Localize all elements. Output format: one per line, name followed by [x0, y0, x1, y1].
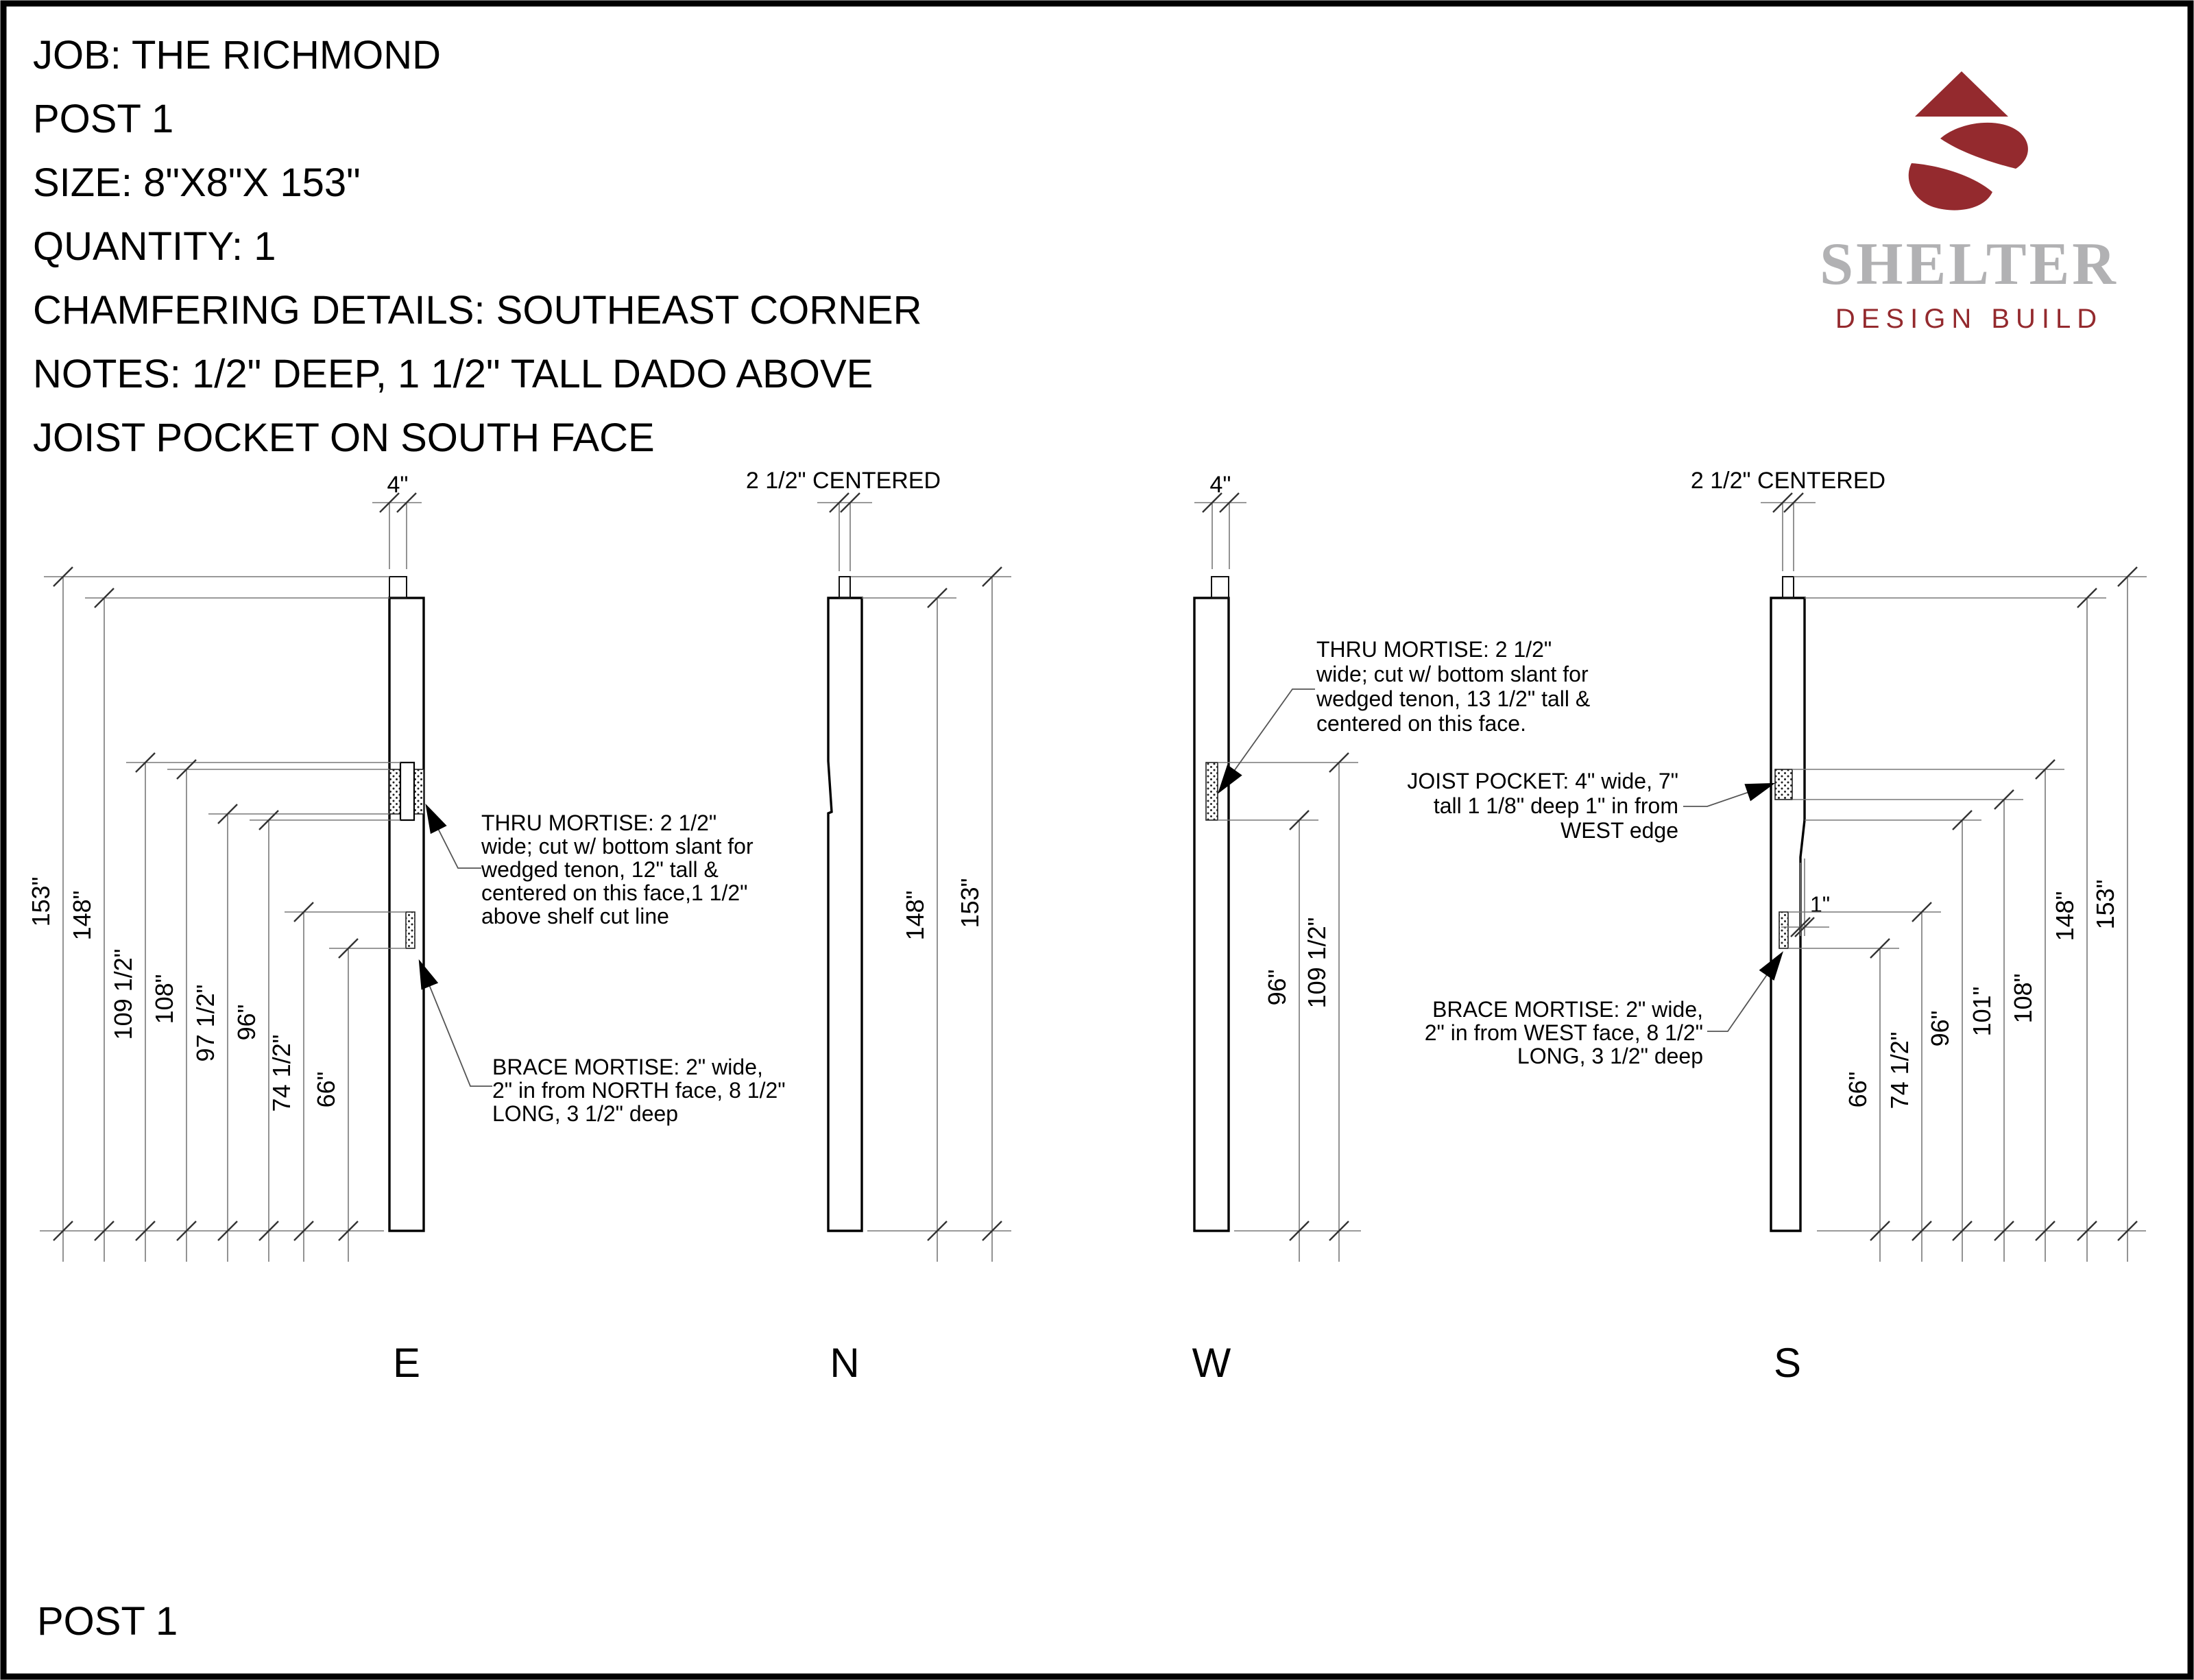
logo-roof-icon [1915, 71, 2008, 117]
north-tenon-dim [746, 468, 941, 571]
dim-label: 66" [1844, 1071, 1872, 1108]
logo-s-lower-icon [1909, 163, 1992, 211]
title-line: NOTES: 1/2" DEEP, 1 1/2" TALL DADO ABOVE [33, 352, 873, 396]
dim-label: 74 1/2" [1885, 1031, 1914, 1109]
north-post-outline [828, 598, 862, 1231]
note-line: 2" in from WEST face, 8 1/2" [1424, 1020, 1703, 1045]
south-joist-pocket-hatch [1775, 769, 1792, 800]
note-line: JOIST POCKET: 4" wide, 7" [1407, 769, 1678, 793]
company-logo [1820, 71, 2119, 334]
footer-post-label: POST 1 [37, 1599, 178, 1644]
note-line: centered on this face,1 1/2" [481, 880, 748, 905]
dim-label: 109 1/2" [109, 948, 137, 1040]
north-view-label: N [830, 1340, 860, 1386]
title-line: JOB: THE RICHMOND [33, 33, 442, 77]
north-dim-lines [851, 567, 1011, 1262]
west-post-outline [1194, 598, 1229, 1231]
title-line: JOIST POCKET ON SOUTH FACE [33, 416, 655, 460]
west-tenon-dim [1194, 472, 1246, 569]
view-south [1407, 468, 2147, 1386]
dim-label: 108" [150, 974, 178, 1024]
note-line: THRU MORTISE: 2 1/2" [481, 811, 717, 835]
west-view-label: W [1192, 1340, 1231, 1386]
west-thru-mortise-hatch [1206, 763, 1218, 820]
note-line: 2" in from NORTH face, 8 1/2" [492, 1078, 786, 1103]
south-tenon-dim [1691, 468, 1885, 571]
dim-label: 96" [232, 1004, 261, 1041]
note-line: wide; cut w/ bottom slant for [1316, 662, 1589, 686]
west-thru-mortise-note [1316, 637, 1590, 736]
east-tenon [389, 577, 407, 598]
east-brace-mortise-note [492, 1055, 786, 1126]
note-line: wedged tenon, 12" tall & [481, 857, 719, 882]
dim-label: 97 1/2" [191, 984, 219, 1062]
dim-label: 148" [2051, 891, 2079, 941]
dim-label: 153" [27, 876, 55, 927]
east-brace-mortise-leader [420, 961, 492, 1086]
dim-label: 108" [2009, 973, 2037, 1024]
logo-s-upper-icon [1940, 123, 2028, 169]
east-tenon-dim-label: 4" [387, 472, 409, 498]
dim-label: 109 1/2" [1303, 917, 1331, 1009]
south-tenon-dim-label: 2 1/2" CENTERED [1690, 468, 1886, 494]
view-west [1192, 472, 1591, 1386]
east-thru-mortise-slot [400, 763, 414, 820]
note-line: BRACE MORTISE: 2" wide, [1432, 997, 1703, 1022]
west-tenon [1211, 577, 1229, 598]
south-joist-pocket-note [1407, 769, 1678, 843]
title-line: QUANTITY: 1 [33, 224, 276, 269]
note-line: tall 1 1/8" deep 1" in from [1433, 793, 1678, 818]
south-joist-pocket-leader [1683, 784, 1773, 806]
dim-label: 153" [956, 878, 984, 928]
note-line: wedged tenon, 13 1/2" tall & [1316, 686, 1591, 711]
south-tenon [1783, 577, 1794, 598]
title-line: CHAMFERING DETAILS: SOUTHEAST CORNER [33, 288, 922, 333]
south-dim-labels [1844, 880, 2119, 1109]
north-dim-labels [901, 878, 984, 941]
note-line: wide; cut w/ bottom slant for [481, 834, 754, 859]
logo-tagline-text: DESIGN BUILD [1835, 304, 2103, 334]
dim-label: 148" [901, 890, 929, 941]
dim-label: 153" [2091, 879, 2119, 930]
dim-label: 74 1/2" [267, 1034, 296, 1112]
east-tenon-dim [372, 472, 422, 569]
west-thru-mortise-leader [1219, 689, 1315, 792]
view-east [27, 472, 786, 1386]
south-brace-mortise-note [1425, 997, 1703, 1068]
title-block [33, 33, 922, 460]
dim-label: 101" [1968, 986, 1996, 1037]
north-tenon [839, 577, 850, 598]
note-line: THRU MORTISE: 2 1/2" [1316, 637, 1552, 662]
west-tenon-dim-label: 4" [1209, 472, 1231, 498]
east-view-label: E [392, 1340, 421, 1386]
title-line: SIZE: 8"X8"X 153" [33, 160, 361, 205]
south-brace-mortise-hatch [1779, 912, 1788, 948]
view-north [746, 468, 1011, 1386]
west-dim-labels [1263, 917, 1331, 1009]
note-line: LONG, 3 1/2" deep [492, 1101, 679, 1126]
north-tenon-dim-label: 2 1/2" CENTERED [745, 468, 941, 494]
dim-label: 96" [1926, 1010, 1954, 1047]
east-thru-mortise-leader [426, 806, 481, 868]
logo-brand-text: SHELTER [1820, 231, 2119, 298]
east-thru-mortise-note [481, 811, 754, 928]
south-view-label: S [1773, 1340, 1802, 1386]
note-line: WEST edge [1560, 818, 1678, 843]
east-brace-mortise-hatch [406, 912, 415, 948]
title-line: POST 1 [33, 97, 174, 141]
dim-label: 96" [1263, 969, 1291, 1006]
dim-label: 66" [312, 1071, 340, 1108]
dim-label: 148" [68, 890, 96, 941]
note-line: above shelf cut line [481, 904, 669, 928]
south-step-dim-label: 1" [1810, 892, 1831, 917]
note-line: LONG, 3 1/2" deep [1517, 1044, 1703, 1068]
west-dim-lines [1218, 753, 1361, 1262]
note-line: BRACE MORTISE: 2" wide, [492, 1055, 763, 1079]
note-line: centered on this face. [1316, 711, 1526, 736]
